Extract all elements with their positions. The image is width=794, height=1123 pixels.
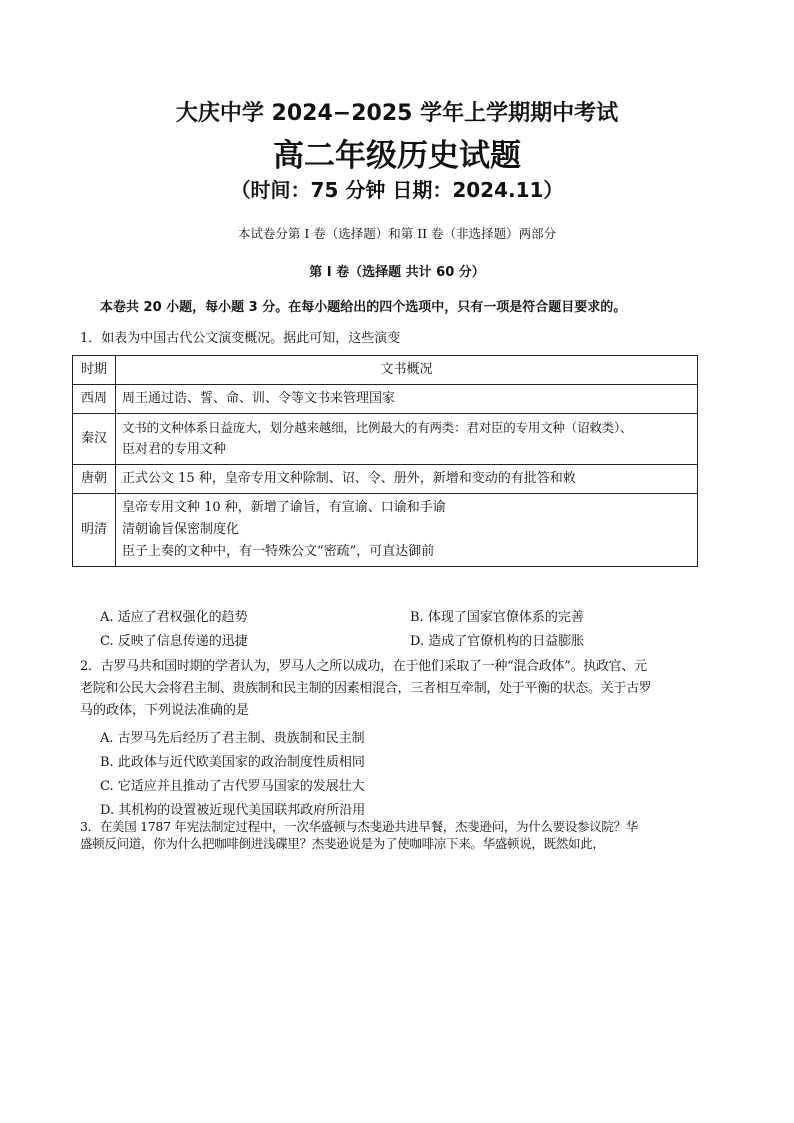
option-row <box>100 606 720 630</box>
option-d: D. 造成了官僚机构的日益膨胀 <box>410 634 585 649</box>
summary-cell <box>116 414 698 465</box>
question-1-table <box>72 355 698 567</box>
section-instruction: 本卷共 20 小题，每小题 3 分。在每小题给出的四个选项中，只有一项是符合题目要求的。 <box>100 300 627 315</box>
table-header-row <box>73 356 698 385</box>
section-title: 第 I 卷（选择题 共计 60 分） <box>309 265 485 280</box>
summary-line: 皇帝专用文种 10 种，新增了谕旨，有宣谕、口谕和手谕 <box>122 500 446 515</box>
question-2-stem <box>80 656 720 722</box>
stem-line: 3．在美国 1787 年宪法制定过程中，一次华盛顿与杰斐逊共进早餐，杰斐逊问，为什么要设参议院？华 <box>80 819 639 834</box>
summary-line: 周王通过诰、誓、命、训、令等文书来管理国家 <box>122 391 396 406</box>
table-row <box>73 414 698 465</box>
option-d: D. 其机构的设置被近现代美国联邦政府所沿用 <box>100 803 366 818</box>
period-cell: 唐朝 <box>73 465 116 494</box>
question-1-options <box>100 606 720 654</box>
summary-cell <box>116 465 698 494</box>
table-header-period: 时期 <box>73 356 116 385</box>
period-cell: 秦汉 <box>73 414 116 465</box>
table-header-summary: 文书概况 <box>116 356 698 385</box>
period-cell: 明清 <box>73 494 116 567</box>
option-row <box>100 630 720 654</box>
table-row <box>73 465 698 494</box>
question-3-stem <box>80 818 720 852</box>
table-row <box>73 494 698 567</box>
option-a: A. 古罗马先后经历了君主制、贵族制和民主制 <box>100 731 365 746</box>
stem-line: 马的政体，下列说法准确的是 <box>80 703 250 718</box>
option-c: C. 它适应并且推动了古代罗马国家的发展壮大 <box>100 779 365 794</box>
table-row <box>73 385 698 414</box>
exam-title-time-date: （时间：75 分钟 日期：2024.11） <box>230 178 564 202</box>
option-b: B. 体现了国家官僚体系的完善 <box>410 610 584 625</box>
exam-intro: 本试卷分第 I 卷（选择题）和第 II 卷（非选择题）两部分 <box>237 226 557 241</box>
option-b: B. 此政体与近代欧美国家的政治制度性质相同 <box>100 755 365 770</box>
exam-title-school: 大庆中学 2024−2025 学年上学期期中考试 <box>175 101 619 126</box>
question-1-stem: 1．如表为中国古代公文演变概况。据此可知，这些演变 <box>80 331 401 346</box>
summary-line: 臣子上奏的文种中，有一特殊公文“密疏”，可直达御前 <box>122 544 435 559</box>
summary-line: 清朝谕旨保密制度化 <box>122 522 240 537</box>
summary-line: 臣对君的专用文种 <box>122 442 227 457</box>
option-a: A. 适应了君权强化的趋势 <box>100 610 248 625</box>
period-cell: 西周 <box>73 385 116 414</box>
summary-line: 文书的文种体系日益庞大，划分越来越细，比例最大的有两类：君对臣的专用文种（诏敕类）、 <box>122 420 633 435</box>
summary-cell <box>116 494 698 567</box>
stem-line: 2．古罗马共和国时期的学者认为，罗马人之所以成功，在于他们采取了一种“混合政体”。执政官、元 <box>80 659 647 674</box>
exam-title-subject: 高二年级历史试题 <box>273 138 521 174</box>
stem-line: 盛顿反问道，你为什么把咖啡倒进浅碟里？杰斐逊说是为了使咖啡凉下来。华盛顿说，既然如此， <box>80 836 605 851</box>
option-c: C. 反映了信息传递的迅捷 <box>100 634 248 649</box>
summary-line: 正式公文 15 种，皇帝专用文种除制、诏、令、册外，新增和变动的有批答和敕 <box>122 471 576 486</box>
stem-line: 老院和公民大会将君主制、贵族制和民主制的因素相混合，三者相互牵制，处于平衡的状态。关于古罗 <box>80 681 652 696</box>
question-2-options <box>100 727 365 823</box>
summary-cell <box>116 385 698 414</box>
